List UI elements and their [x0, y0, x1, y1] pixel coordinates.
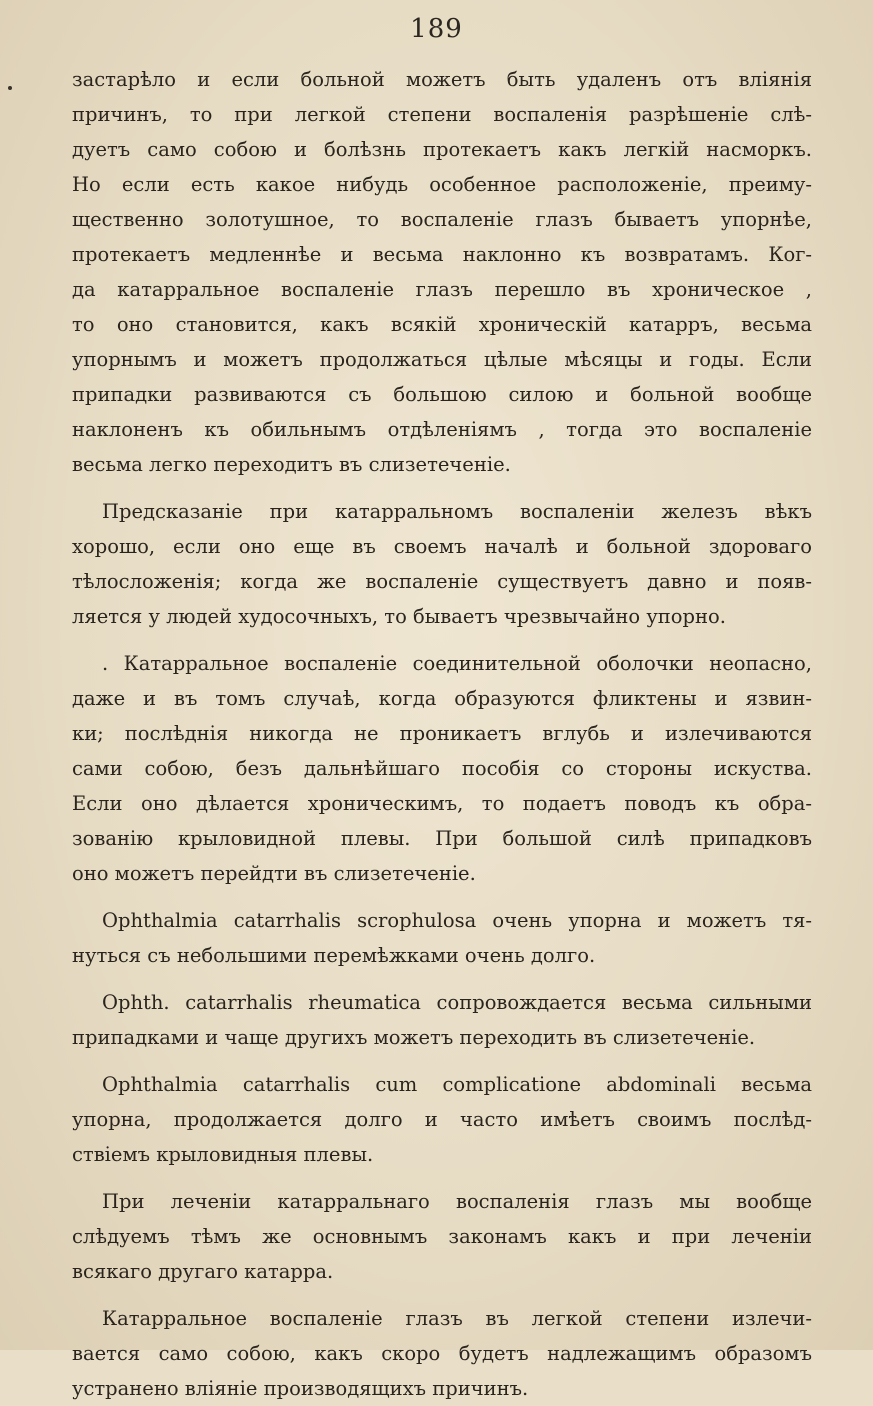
text-line: упорна, продолжается долго и часто имѣетъ своимъ послѣд-: [72, 1108, 812, 1131]
text-line: всякаго другаго катарра.: [72, 1260, 334, 1283]
text-line: устранено вліяніе производящихъ причинъ.: [72, 1377, 529, 1400]
text-line: хорошо, если оно еще въ своемъ началѣ и больной здороваго: [72, 535, 812, 558]
text-line: протекаетъ медленнѣе и весьма наклонно къ возвратамъ. Ког-: [72, 243, 812, 266]
page-number: 189: [410, 14, 463, 44]
paragraph-gap: [72, 482, 812, 494]
text-line: вается само собою, какъ скоро будетъ надлежащимъ образомъ: [72, 1342, 812, 1365]
paragraph: [72, 903, 812, 973]
paragraph: [72, 646, 812, 891]
body-text: [72, 62, 812, 1406]
text-line: то оно становится, какъ всякій хроническій катарръ, весьма: [72, 313, 812, 336]
paragraph-gap: [72, 1289, 812, 1301]
text-line: да катарральное воспаленіе глазъ перешло въ хроническое ,: [72, 278, 812, 301]
text-line: зованію крыловидной плевы. При большой силѣ припадковъ: [72, 827, 812, 850]
text-line: застарѣло и если больной можетъ быть удаленъ отъ вліянія: [72, 68, 812, 91]
text-line: ки; послѣднія никогда не проникаетъ вглубь и излечиваются: [72, 722, 812, 745]
paragraph: [72, 62, 812, 482]
text-line: Ophth. catarrhalis rheumatica сопровождается весьма сильными: [102, 991, 812, 1014]
text-line: щественно золотушное, то воспаленіе глазъ бываетъ упорнѣе,: [72, 208, 812, 231]
text-line: . Катарральное воспаленіе соединительной оболочки неопасно,: [102, 652, 812, 675]
paragraph-gap: [72, 891, 812, 903]
text-line: тѣлосложенія; когда же воспаленіе существуетъ давно и появ-: [72, 570, 812, 593]
text-line: ствіемъ крыловидныя плевы.: [72, 1143, 374, 1166]
text-line: Предсказаніе при катарральномъ воспаленіи железъ вѣкъ: [102, 500, 812, 523]
text-line: наклоненъ къ обильнымъ отдѣленіямъ , тогда это воспаленіе: [72, 418, 812, 441]
paragraph: [72, 985, 812, 1055]
paragraph: [72, 1067, 812, 1172]
paragraph-gap: [72, 1055, 812, 1067]
text-line: Если оно дѣлается хроническимъ, то подаетъ поводъ къ обра-: [72, 792, 812, 815]
text-line: припадки развиваются съ большою силою и больной вообще: [72, 383, 812, 406]
text-line: Но если есть какое нибудь особенное расположеніе, преиму-: [72, 173, 812, 196]
text-line: слѣдуемъ тѣмъ же основнымъ законамъ какъ и при леченіи: [72, 1225, 812, 1248]
text-line: причинъ, то при легкой степени воспаленія разрѣшеніе слѣ-: [72, 103, 812, 126]
text-line: При леченіи катарральнаго воспаленія глазъ мы вообще: [102, 1190, 812, 1213]
text-line: Ophthalmia catarrhalis scrophulosa очень упорна и можетъ тя-: [102, 909, 812, 932]
text-line: припадками и чаще другихъ можетъ переходить въ слизетеченіе.: [72, 1026, 756, 1049]
text-line: нуться съ небольшими перемѣжками очень долго.: [72, 944, 596, 967]
paragraph-gap: [72, 1172, 812, 1184]
paragraph: [72, 1184, 812, 1289]
text-line: Ophthalmia catarrhalis cum complicatione abdominali весьма: [102, 1073, 812, 1096]
text-line: дуетъ само собою и болѣзнь протекаетъ какъ легкій насморкъ.: [72, 138, 812, 161]
paragraph: [72, 494, 812, 634]
text-line: даже и въ томъ случаѣ, когда образуются фликтены и язвин-: [72, 687, 812, 710]
paragraph: [72, 1301, 812, 1406]
text-line: оно можетъ перейдти въ слизетеченіе.: [72, 862, 476, 885]
paragraph-gap: [72, 973, 812, 985]
text-line: упорнымъ и можетъ продолжаться цѣлые мѣсяцы и годы. Если: [72, 348, 812, 371]
text-line: сами собою, безъ дальнѣйшаго пособія со стороны искуства.: [72, 757, 812, 780]
text-line: ляется у людей худосочныхъ, то бываетъ чрезвычайно упорно.: [72, 605, 726, 628]
text-line: Катарральное воспаленіе глазъ въ легкой степени излечи-: [102, 1307, 812, 1330]
text-line: весьма легко переходитъ въ слизетеченіе.: [72, 453, 511, 476]
ink-speck: [8, 86, 12, 90]
paragraph-gap: [72, 634, 812, 646]
